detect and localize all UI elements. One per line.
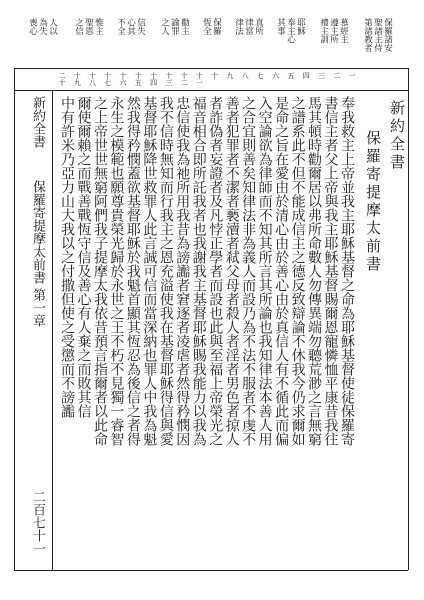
gloss-col-9b: 為失 [37, 18, 48, 35]
body-column: 福音相合即所託我者也我謝我主基督耶穌賜我能力以我為 [190, 96, 207, 446]
gloss-col-8c: 之信 [73, 18, 84, 35]
page-number: 二百七十一 [30, 490, 45, 555]
gloss-col-4b: 律當 [243, 18, 254, 35]
verse-number: 十二 [180, 72, 189, 86]
body-column: 忠信使我為祂所用我昔為謗讟者窘逐者凌虐者然得矜憫因 [174, 96, 191, 446]
verse-number: 七 [256, 72, 265, 79]
verse-number: 十三 [164, 72, 173, 86]
gloss-col-4a: 真所 [253, 18, 264, 35]
verse-number: 十五 [134, 72, 143, 86]
body-column: 之合宜則善矣知律法非為義人而設乃為不法不服者不虔不 [240, 96, 257, 446]
body-column: 爾使爾賴之而戰善戰恆守信及善心有人棄之而敗其信 [75, 96, 92, 418]
body-column: 馬其頓時勸爾居以弗所命數人勿傳異端勿聽荒渺之言無窮 [306, 96, 323, 446]
gloss-col-5a: 保羅 [211, 18, 222, 35]
verse-number: 八 [241, 72, 250, 79]
gloss-col-7b: 心其 [125, 18, 136, 35]
gloss-col-3a: 耶穌 [295, 18, 306, 35]
frame-left-rule [14, 68, 15, 570]
running-title: 新約全書 [388, 100, 406, 172]
frame-top-rule [14, 68, 408, 69]
gloss-col-6c: 之人 [159, 18, 170, 35]
body-column: 入空論欲為律師而不知其所言其所論也我知律法本善人用 [256, 96, 273, 446]
frame-bottom-rule [14, 570, 408, 571]
verse-number: 五 [286, 72, 295, 79]
body-column: 中有許米乃亞力山大我以之付撒但使之受懲而不謗讟 [59, 96, 75, 418]
verse-number-rule [14, 90, 408, 91]
verse-number: 二 [332, 72, 341, 79]
body-column: 書信主者父上帝與我主耶穌基督賜爾恩寵憐恤平康昔我往 [322, 96, 339, 446]
gloss-col-3c: 其事 [275, 18, 286, 35]
verse-number: 十 [210, 72, 219, 79]
verse-number: 十四 [149, 72, 158, 86]
verse-number: 二十 [58, 72, 66, 86]
gloss-col-8b: 聖恩 [83, 18, 94, 35]
body-column: 奉我救主上帝並我主耶穌基督之命為耶穌基督使徒保羅寄 [339, 96, 355, 446]
body-column: 者詐偽者妄證者及凡悖正學者而設也此與至福上帝榮光之 [207, 96, 224, 446]
verse-number: 一 [348, 72, 356, 79]
footer-book: 新約全書 [30, 96, 45, 148]
gloss-col-7a: 信失 [135, 18, 146, 35]
verse-number: 十七 [103, 72, 112, 86]
gloss-col-1a: 保羅諸安 [382, 18, 393, 52]
gloss-col-6a: 勸主 [179, 18, 190, 35]
gloss-col-5b: 恆全 [201, 18, 212, 35]
body-column: 然我得矜憫蓋欲基督耶穌於我魁首顯其恆忍為後信之者得 [124, 96, 141, 446]
book-title: 保羅寄提摩太前書 [364, 130, 382, 274]
frame-right-rule [408, 68, 409, 570]
verse-number: 九 [225, 72, 234, 79]
gloss-col-2a: 慕經主 [338, 18, 349, 44]
footer-divider-rule [52, 90, 53, 570]
gloss-col-2b: 遵主所 [328, 18, 339, 44]
gloss-col-4c: 律法 [233, 18, 244, 35]
body-column: 永生之模範也願尊貴榮光歸於永世之王不朽不見獨一睿智 [108, 96, 125, 446]
gloss-col-1c: 第諸教者 [362, 18, 373, 52]
body-column: 是命之旨在愛由於清心由於善心由於真信人有不循此而偏 [273, 96, 290, 446]
body-column: 我不信時無知而行我主之恩充溢使我在基督耶穌得信與愛 [157, 96, 174, 446]
gloss-col-9c: 喪心 [27, 18, 38, 35]
footer-title-chapter: 保羅寄提摩太前書 第一章 [30, 180, 45, 328]
gloss-col-2c: 禮主訓 [318, 18, 329, 44]
verse-number: 十一 [195, 72, 204, 86]
body-column: 之上帝世世無窮阿們我子提摩太我依昔預言指爾者以此命 [91, 96, 108, 446]
verse-number: 三 [317, 72, 326, 79]
body-column: 基督耶穌降世救罪人此言誠可信而當深納也罪人中我為魁 [141, 96, 158, 446]
gloss-col-3b: 奉主心 [285, 18, 296, 44]
verse-number: 四 [302, 72, 311, 79]
gloss-col-8a: 惟主 [93, 18, 104, 35]
gloss-col-6b: 諭罪 [169, 18, 180, 35]
verse-number: 十八 [88, 72, 97, 86]
verse-number: 十九 [73, 72, 82, 86]
gloss-col-1b: 聖諸主侍 [372, 18, 383, 52]
verse-number: 六 [271, 72, 280, 79]
body-column: 之譜系此不但不能成信主之德反致辯論不休我今仍求爾如 [289, 96, 306, 446]
verse-number: 十六 [119, 72, 128, 86]
body-column: 善者犯罪者不潔者褻瀆者弒父母者殺人者淫者男色者掠人 [223, 96, 240, 446]
gloss-col-9a: 人以 [47, 18, 58, 35]
gloss-col-7c: 不全 [115, 18, 126, 35]
